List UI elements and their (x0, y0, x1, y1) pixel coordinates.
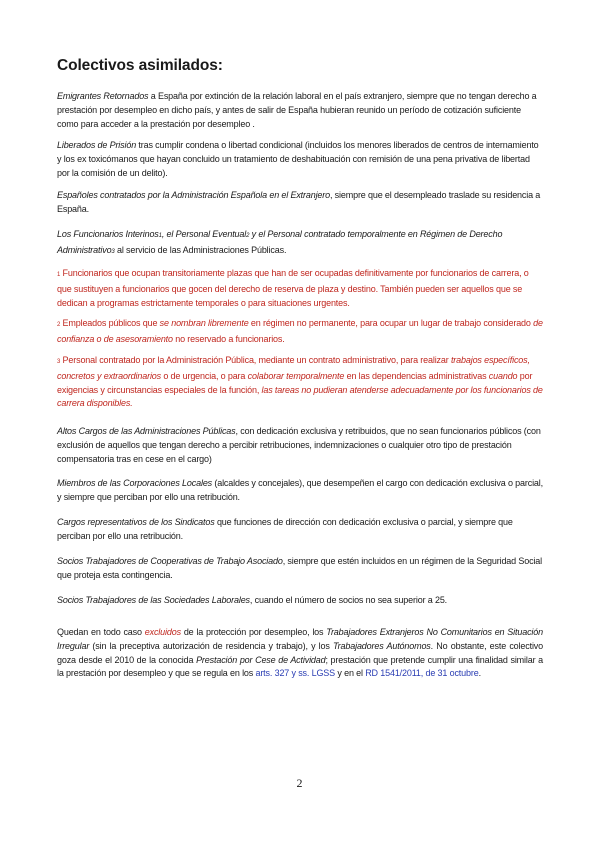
note-2: 2 Empleados públicos que se nombran libremente en régimen no permanente, para ocupar un lugar de trabajo considerado de confianza o de asesoramiento no reservado a funcionarios. (57, 318, 543, 344)
paragraph-liberados: Liberados de Prisión tras cumplir condena o libertad condicional (incluidos los menores liberados de centros de internamiento y los ex toxicómanos que hayan concluido un tratamiento de deshabituación con remisión de una pena privativa de libertad por la comisión de un delito). (57, 140, 539, 178)
paragraph-espanoles: Españoles contratados por la Administración Española en el Extranjero, siempre que el desempleado traslade su residencia a España. (57, 190, 541, 214)
footnote-marker: 3 (111, 248, 115, 255)
paragraph-cooperativas: Socios Trabajadores de Cooperativas de Trabajo Asociado, siempre que estén incluidos en un régimen de la Seguridad Social que proteja esta contingencia. (57, 556, 542, 580)
term: Socios Trabajadores de Cooperativas de Trabajo Asociado (57, 556, 283, 566)
excluded-term: excluidos (144, 627, 181, 637)
term: Españoles contratados por la Administración Española en el Extranjero (57, 190, 330, 200)
term: Emigrantes Retornados (57, 91, 149, 101)
link-lgss[interactable]: arts. 327 y ss. LGSS (255, 668, 336, 679)
term: Cargos representativos de los Sindicatos (57, 517, 215, 527)
footnote-marker: 2 (246, 233, 250, 239)
note-number: 3 (57, 359, 61, 365)
term: Altos Cargos de las Administraciones Públicas (57, 426, 236, 436)
paragraph-funcionarios: Los Funcionarios Interinos1, el Personal Eventual2 y el Personal contratado temporalmente en Régimen de Derecho Administrativo3 al servicio de las Administraciones Públicas. (57, 229, 503, 255)
note-3: 3 Personal contratado por la Administración Pública, mediante un contrato administrativo, para realizar trabajos específicos, concretos y extraordinarios o de urgencia, o para colaborar temporalmente en las dependencias administrativas cuando por exigencias y circunstancias especiales de la función, las tareas no pudieran atenderse adecuadamente por los funcionarios de carrera disponibles. (57, 355, 543, 409)
paragraph-altos-cargos: Altos Cargos de las Administraciones Públicas, con dedicación exclusiva y retribuidos, que no sean funcionarios públicos (con exclusión de aquellos que tengan derecho a percibir retribuciones, indemnizaciones o cualquier otro tipo de prestación compensatoria tras en cese en el cargo) (57, 426, 541, 464)
note-number: 2 (57, 322, 61, 328)
section-title: Colectivos asimilados: (57, 57, 223, 74)
term: Socios Trabajadores de las Sociedades Laborales (57, 595, 250, 605)
term: Liberados de Prisión (57, 140, 137, 150)
link-rd[interactable]: RD 1541/2011, de 31 octubre (365, 668, 479, 679)
note-number: 1 (57, 272, 61, 278)
footnote-marker: 1 (158, 233, 162, 239)
paragraph-emigrantes: Emigrantes Retornados a España por extinción de la relación laboral en el país extranjero, siempre que no tengan derecho a prestación por desempleo en dicho país, y antes de salir de España hubieran reunido un período de cotización suficiente como para acceder a la prestación por desempleo . (57, 91, 537, 129)
paragraph-excluidos: Quedan en todo caso excluidos de la protección por desempleo, los Trabajadores Extranjeros No Comunitarios en Situación Irregular (sin la preceptiva autorización de residencia y trabajo), y los Trabajadores Autónomos. No obstante, este colectivo goza desde el 2010 de la conocida Prestación por Cese de Actividad; prestación que pretende cumplir una finalidad similar a la prestación por desempleo y que se regula en los arts. 327 y ss. LGSS y en el RD 1541/2011, de 31 octubre. (57, 627, 544, 679)
paragraph-sociedades-laborales: Socios Trabajadores de las Sociedades Laborales, cuando el número de socios no sea superior a 25. (57, 595, 448, 605)
note-1: 1 Funcionarios que ocupan transitoriamente plazas que han de ser ocupadas definitivamente por funcionarios de carrera, o que sustituyen a funcionarios que gocen del derecho de reserva de plaza y destino. También pueden ser aquellos que se dedican a programas estrictamente temporales o para situaciones urgentes. (57, 268, 529, 308)
term: Miembros de las Corporaciones Locales (57, 478, 213, 488)
page-number: 2 (296, 776, 303, 790)
paragraph-sindicatos: Cargos representativos de los Sindicatos que funciones de dirección con dedicación exclusiva o parcial, y siempre que perciban por ello una retribución. (57, 517, 513, 541)
paragraph-corporaciones: Miembros de las Corporaciones Locales (alcaldes y concejales), que desempeñen el cargo con dedicación exclusiva o parcial, y siempre que perciban por ello una retribución. (57, 478, 543, 502)
